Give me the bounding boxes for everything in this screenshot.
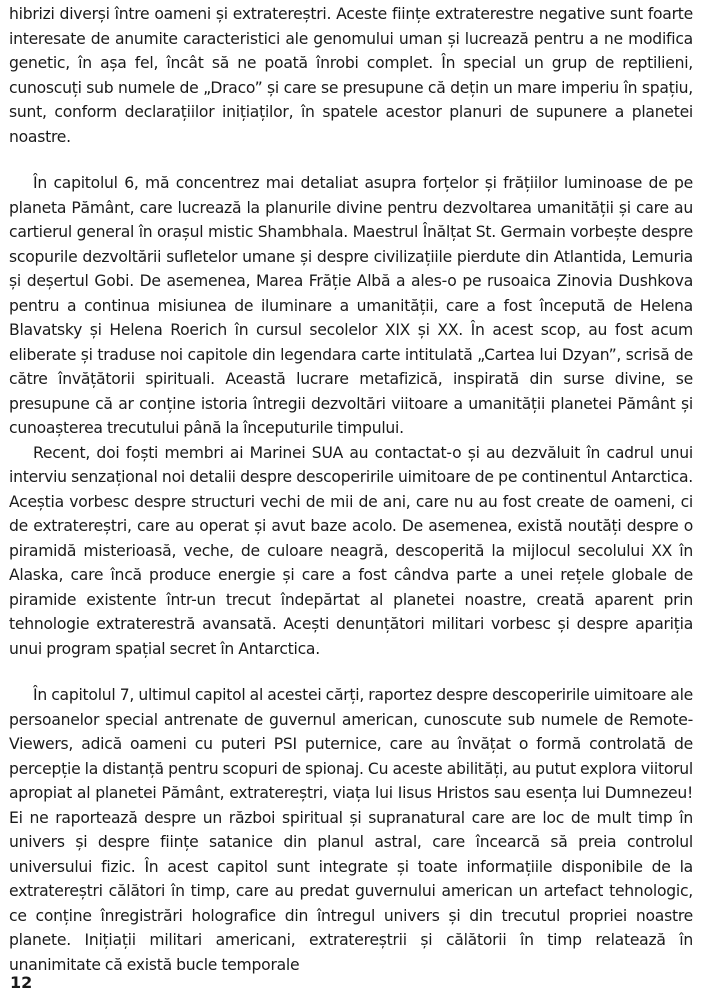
page-number: 12 (10, 973, 33, 992)
paragraph-chapter-6: În capitolul 6, mă concentrez mai detaliat asupra forțelor și frățiilor luminoase de pe planeta Pământ, care lucrează la planurile divine pentru dezvoltarea umanității și care au cartierul general în orașul mistic Shambhala. Maestrul Înălțat St. Germain vorbește despre scopurile dezvoltării sufletelor umane și despre civilizațiile pierdute din Atlantida, Lemuria și deșertul Gobi. De asemenea, Marea Frăție Albă a ales-o pe rusoaica Zinovia Dushkova pentru a continua misiunea de iluminare a umanității, care a fost începută de Helena Blavatsky și Helena Roerich în cursul secolelor XIX și XX. În acest scop, au fost acum eliberate și traduse noi capitole din legendara carte intitulată „Cartea lui Dzyan”, scrisă de către învățătorii spirituali. Această lucrare metafizică, inspirată din surse divine, se presupune că ar conține istoria întregii dezvoltări viitoare a umanității planetei Pământ și cunoașterea trecutului până la începuturile timpului. (9, 174, 693, 437)
page-body (9, 2, 693, 977)
paragraph-continuation: hibrizi diverși între oameni și extratereștri. Aceste ființe extraterestre negative sunt foarte interesate de anumite caracteristici ale genomului uman și lucrează pentru a ne modifica genetic, în așa fel, încât să ne poată înrobi complet. În special un grup de reptilieni, cunoscuți sub numele de „Draco” și care se presupune că dețin un mare imperiu în spațiu, sunt, conform declarațiilor inițiaților, în spatele acestor planuri de supunere a planetei noastre. (9, 5, 693, 146)
paragraph-chapter-7: În capitolul 7, ultimul capitol al acestei cărți, raportez despre descoperirile uimitoare ale persoanelor special antrenate de guvernul american, cunoscute sub numele de Remote-Viewers, adică oameni cu puteri PSI puternice, care au învățat o formă controlată de percepție la distanță pentru scopuri de spionaj. Cu aceste abilități, au putut explora viitorul apropiat al planetei Pământ, extratereștri, viața lui Iisus Hristos sau esența lui Dumnezeu! Ei ne raportează despre un război spiritual și supranatural care are loc de mult timp în univers și despre ființe satanice din planul astral, care încearcă să preia controlul universului fizic. În acest capitol sunt integrate și toate informațiile disponibile de la extratereștri călători în timp, care au predat guvernului american un artefact tehnologic, ce conține înregistrări holografice din întregul univers și din trecutul propriei noastre planete. Inițiații militari americani, extratereștrii și călătorii în timp relatează în unanimitate că există bucle temporale (9, 686, 693, 974)
paragraph-antarctica: Recent, doi foști membri ai Marinei SUA au contactat-o și au dezvăluit în cadrul unui interviu senzațional noi detalii despre descoperirile uimitoare de pe continentul Antarctica. Aceștia vorbesc despre structuri vechi de mii de ani, care nu au fost create de oameni, ci de extratereștri, care au operat și avut baze acolo. De asemenea, există noutăți despre o piramidă misterioasă, veche, de culoare neagră, descoperită la mijlocul secolului XX în Alaska, care încă produce energie și care a fost cândva parte a unei rețele globale de piramide existente într-un trecut îndepărtat al planetei noastre, creată aparent prin tehnologie extraterestră avansată. Acești denunțători militari vorbesc și despre apariția unui program spațial secret în Antarctica. (9, 443, 693, 658)
